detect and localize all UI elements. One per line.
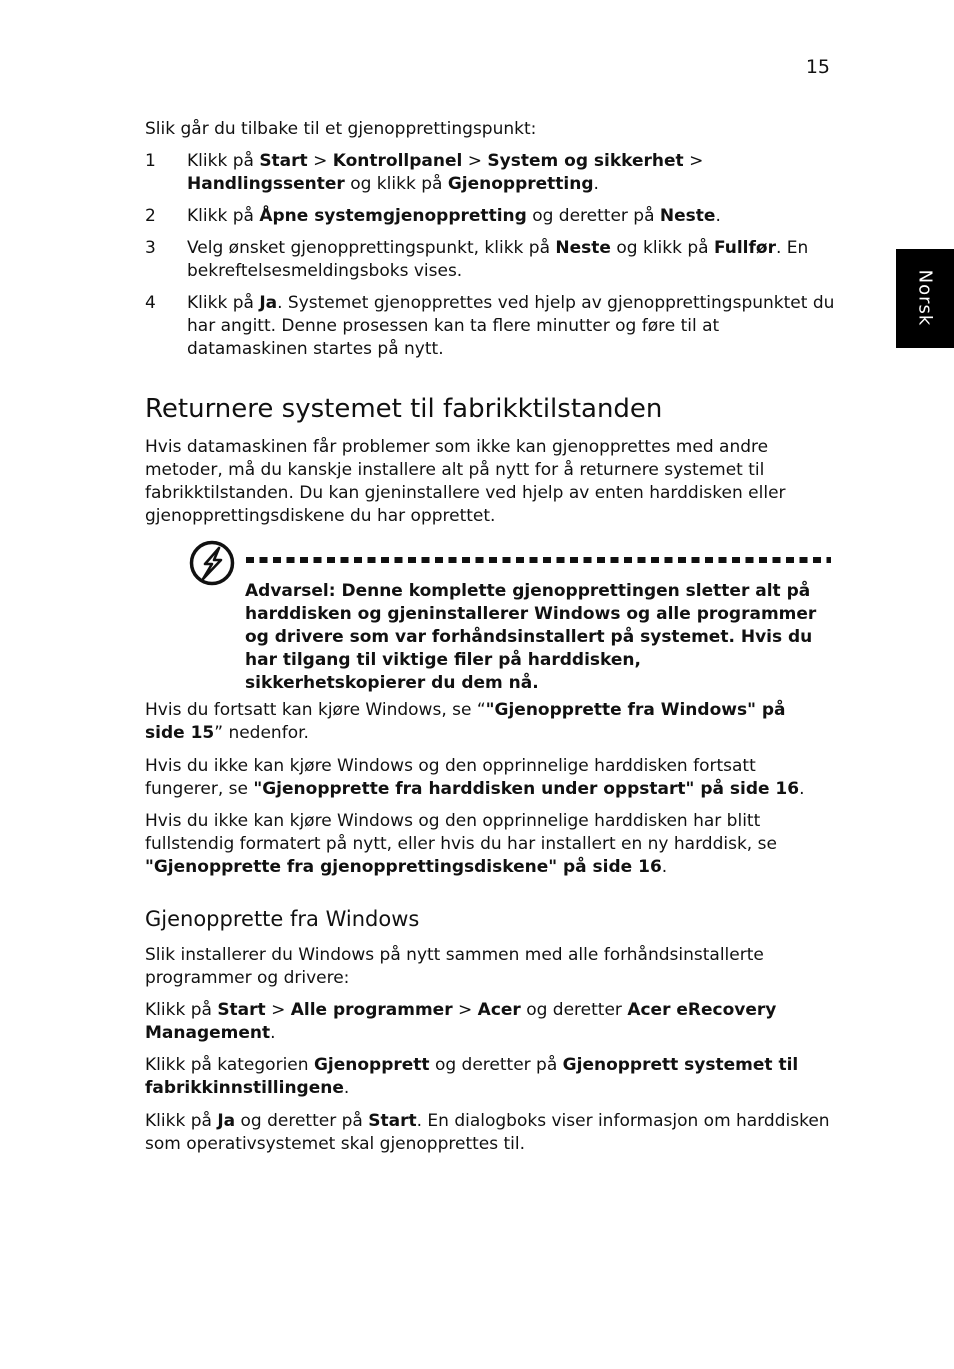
- step-text: og deretter på: [526, 206, 660, 226]
- instruction-paragraph: Klikk på kategorien Gjenopprett og deretter på Gjenopprett systemet til fabrikkinnstillingene.: [145, 1055, 799, 1098]
- ui-term: Kontrollpanel: [332, 151, 463, 171]
- step-text: .: [715, 206, 721, 226]
- page-number: 15: [805, 56, 830, 78]
- step-text: og klikk på: [344, 174, 448, 194]
- ui-term: System og sikkerhet: [487, 151, 684, 171]
- ui-term: Ja: [259, 293, 278, 313]
- step-text: . Systemet gjenopprettes ved hjelp av gjenopprettingspunktet du har angitt. Denne prosessen kan ta flere minutter og føre til at datamaskinen startes på nytt.: [187, 293, 835, 359]
- step-number: 3: [145, 238, 156, 258]
- list-item: [145, 150, 835, 196]
- step-number: 2: [145, 206, 156, 226]
- ui-term: Start: [259, 151, 308, 171]
- reference-paragraph: Hvis du ikke kan kjøre Windows og den opprinnelige harddisken fortsatt fungerer, se "Gjenopprette fra harddisken under oppstart" på side 16.: [145, 756, 805, 799]
- reference-paragraph: Hvis du ikke kan kjøre Windows og den opprinnelige harddisken har blitt fullstendig formatert på nytt, eller hvis du har installert en ny harddisk, se "Gjenopprette fra gjenopprettingsdiskene" på side 16.: [145, 811, 777, 877]
- ui-term: Ja: [217, 1111, 236, 1131]
- list-item: [145, 237, 835, 283]
- ui-term: Neste: [555, 238, 611, 258]
- language-side-tab: [896, 249, 954, 348]
- step-text: Velg ønsket gjenopprettingspunkt, klikk på: [187, 238, 556, 258]
- ui-term: Gjenopprett: [313, 1055, 430, 1075]
- step-text: >: [462, 151, 488, 171]
- step-text: Klikk på: [187, 206, 260, 226]
- step-text: Klikk på: [187, 293, 260, 313]
- ui-term: Acer eRecovery Management: [145, 1000, 777, 1043]
- language-side-tab-label: Norsk: [914, 269, 936, 327]
- step-text: >: [683, 151, 704, 171]
- restore-point-steps: [145, 150, 835, 370]
- ui-term: Gjenopprett systemet til fabrikkinnstillingene: [145, 1055, 799, 1098]
- ui-term: Fullfør: [713, 238, 776, 258]
- step-number: 1: [145, 151, 156, 171]
- warning-divider: [246, 557, 831, 563]
- ui-term: Acer: [477, 1000, 521, 1020]
- reference-paragraph: Hvis du fortsatt kan kjøre Windows, se “"Gjenopprette fra Windows" på side 15” nedenfor.: [145, 700, 786, 743]
- cross-reference: "Gjenopprette fra harddisken under oppstart" på side 16: [253, 779, 800, 799]
- ui-term: Start: [217, 1000, 266, 1020]
- list-item: [145, 292, 835, 361]
- list-item: [145, 205, 835, 228]
- ui-term: Alle programmer: [290, 1000, 453, 1020]
- step-text: og klikk på: [610, 238, 714, 258]
- step-text: Klikk på: [187, 151, 260, 171]
- step-text: >: [307, 151, 333, 171]
- step-text: .: [593, 174, 599, 194]
- ui-term: Neste: [659, 206, 716, 226]
- step-text: . En bekreftelsesmeldingsboks vises.: [187, 238, 809, 281]
- section-heading: Returnere systemet til fabrikktilstanden: [145, 394, 663, 424]
- ui-term: Gjenoppretting: [447, 174, 594, 194]
- cross-reference: "Gjenopprette fra gjenopprettingsdiskene" på side 16: [145, 857, 662, 877]
- ui-term: Start: [368, 1111, 417, 1131]
- cross-reference: "Gjenopprette fra Windows" på side 15: [145, 700, 786, 743]
- warning-text: Advarsel: Denne komplette gjenopprettingen sletter alt på harddisken og gjeninstallerer Windows og alle programmer og drivere som var forhåndsinstallert på systemet. Hvis du har tilgang til viktige filer på harddisken, sikkerhetskopierer du dem nå.: [245, 581, 817, 693]
- ui-term: Handlingssenter: [187, 174, 345, 194]
- ui-term: Åpne systemgjenoppretting: [259, 206, 527, 226]
- instruction-paragraph: Klikk på Start > Alle programmer > Acer og deretter Acer eRecovery Management.: [145, 1000, 777, 1043]
- step-number: 4: [145, 293, 156, 313]
- subsection-heading: Gjenopprette fra Windows: [145, 907, 420, 931]
- intro-paragraph: Hvis datamaskinen får problemer som ikke kan gjenopprettes med andre metoder, må du kanskje installere alt på nytt for å returnere systemet til fabrikktilstanden. Du kan gjeninstallere ved hjelp av enten harddisken eller gjenopprettingsdiskene du har opprettet.: [145, 437, 786, 526]
- instruction-paragraph: Klikk på Ja og deretter på Start. En dialogboks viser informasjon om harddisken som operativsystemet skal gjenopprettes til.: [145, 1111, 830, 1154]
- instruction-paragraph: Slik installerer du Windows på nytt sammen med alle forhåndsinstallerte programmer og drivere:: [145, 945, 764, 988]
- warning-lightning-icon: [188, 539, 236, 587]
- intro-text: Slik går du tilbake til et gjenopprettingspunkt:: [145, 119, 537, 139]
